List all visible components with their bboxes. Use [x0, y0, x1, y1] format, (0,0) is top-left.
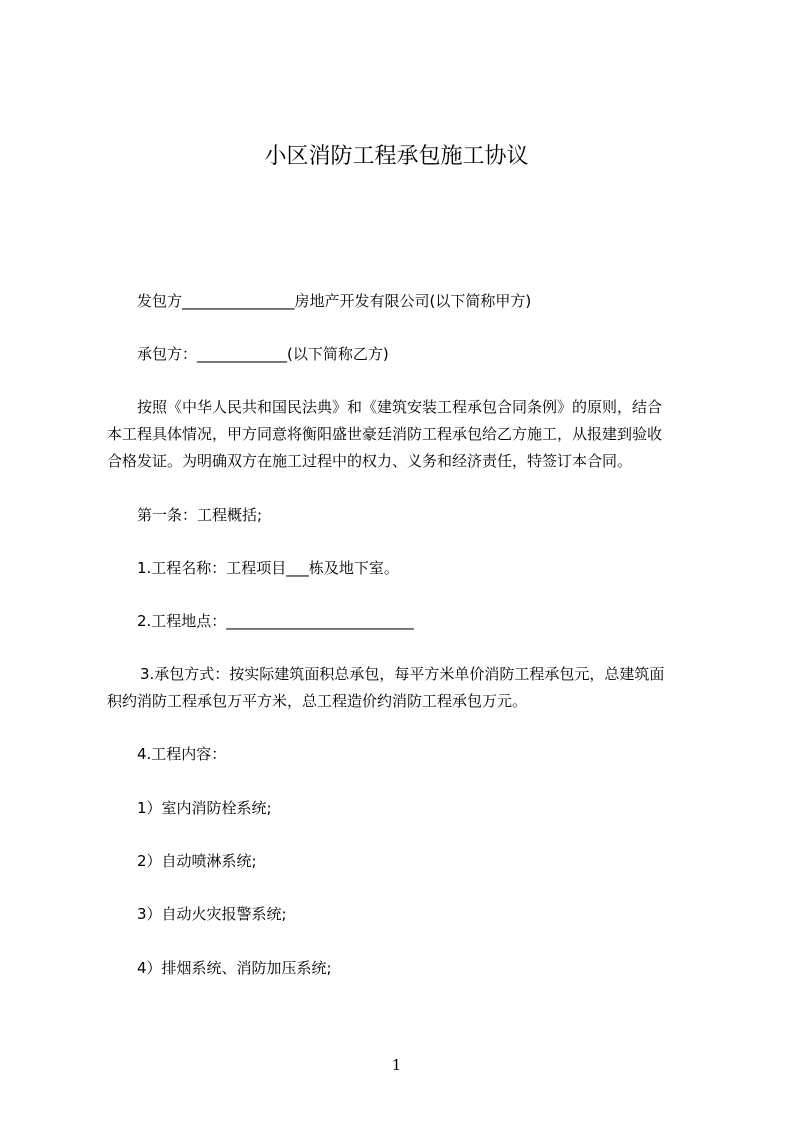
intro-line-2: 本工程具体情况，甲方同意将衡阳盛世豪廷消防工程承包给乙方施工，从报建到验收 [107, 425, 663, 443]
item-3-contract-method-line-1: 3.承包方式：按实际建筑面积总承包，每平方米单价消防工程承包元，总建筑面 [140, 665, 665, 683]
document-title: 小区消防工程承包施工协议 [264, 144, 529, 169]
party-a-paragraph: 发包方_______________房地产开发有限公司(以下简称甲方) [137, 292, 532, 310]
sub-item-4: 4）排烟系统、消防加压系统; [137, 959, 332, 977]
sub-item-2: 2）自动喷淋系统; [137, 852, 257, 870]
item-1-project-name: 1.工程名称：工程项目___栋及地下室。 [137, 559, 399, 577]
article-1-heading: 第一条：工程概括; [137, 506, 263, 524]
sub-item-3: 3）自动火灾报警系统; [137, 905, 287, 923]
item-2-project-location: 2.工程地点：_________________________ [137, 612, 414, 630]
intro-line-1: 按照《中华人民共和国民法典》和《建筑安装工程承包合同条例》的原则，结合 [137, 398, 663, 416]
intro-line-3: 合格发证。为明确双方在施工过程中的权力、义务和经济责任，特签订本合同。 [107, 452, 633, 470]
page-number: 1 [391, 1056, 402, 1074]
item-4-project-content: 4.工程内容： [137, 745, 227, 763]
party-b-paragraph: 承包方：____________(以下简称乙方) [137, 345, 389, 363]
sub-item-1: 1）室内消防栓系统; [137, 799, 272, 817]
item-3-contract-method-line-2: 积约消防工程承包万平方米，总工程造价约消防工程承包万元。 [107, 692, 528, 710]
